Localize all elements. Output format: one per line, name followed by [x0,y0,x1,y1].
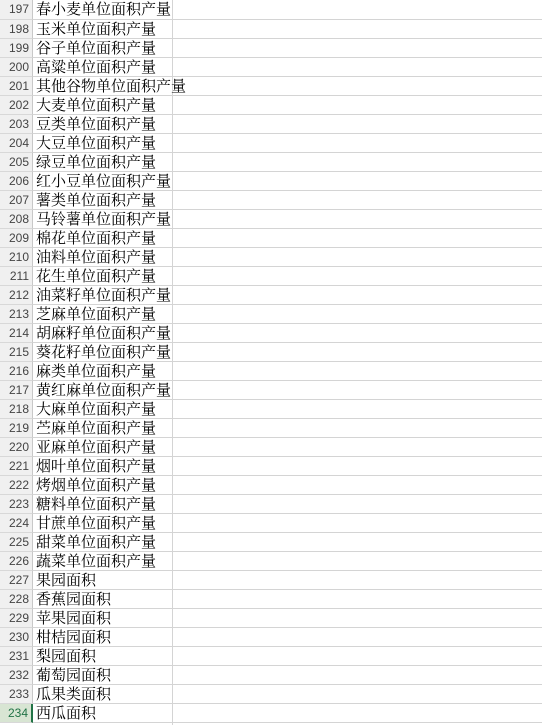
cell-a[interactable]: 油料单位面积产量 [33,248,542,267]
table-row [0,153,542,172]
row-header[interactable]: 209 [0,229,33,248]
cell-a[interactable]: 烟叶单位面积产量 [33,457,542,476]
cell-a[interactable]: 玉米单位面积产量 [33,20,542,39]
cell-a[interactable]: 油菜籽单位面积产量 [33,286,542,305]
row-header[interactable]: 198 [0,20,33,39]
row-header[interactable]: 197 [0,0,33,20]
cell-a[interactable]: 绿豆单位面积产量 [33,153,542,172]
cell-a[interactable]: 西瓜面积 [33,704,542,723]
row-header[interactable]: 211 [0,267,33,286]
table-row [0,362,542,381]
table-row [0,647,542,666]
row-header[interactable]: 227 [0,571,33,590]
cell-a[interactable]: 柑桔园面积 [33,628,542,647]
row-header[interactable]: 200 [0,58,33,77]
row-header[interactable]: 202 [0,96,33,115]
table-row [0,96,542,115]
row-header[interactable]: 231 [0,647,33,666]
row-header[interactable]: 226 [0,552,33,571]
table-row [0,229,542,248]
row-header[interactable]: 203 [0,115,33,134]
cell-a[interactable]: 糖料单位面积产量 [33,495,542,514]
table-row [0,0,542,20]
cell-a[interactable]: 葵花籽单位面积产量 [33,343,542,362]
row-header[interactable]: 217 [0,381,33,400]
table-row [0,552,542,571]
cell-a[interactable]: 其他谷物单位面积产量 [33,77,542,96]
cell-a[interactable]: 花生单位面积产量 [33,267,542,286]
cell-a[interactable]: 香蕉园面积 [33,590,542,609]
cell-a[interactable]: 谷子单位面积产量 [33,39,542,58]
cell-a[interactable]: 黄红麻单位面积产量 [33,381,542,400]
row-header[interactable]: 224 [0,514,33,533]
row-header[interactable]: 232 [0,666,33,685]
cell-a[interactable]: 葡萄园面积 [33,666,542,685]
table-row [0,438,542,457]
table-row [0,115,542,134]
cell-a[interactable]: 苹果园面积 [33,609,542,628]
table-row [0,533,542,552]
table-row [0,704,542,723]
row-header[interactable]: 213 [0,305,33,324]
row-header[interactable]: 220 [0,438,33,457]
row-header[interactable]: 228 [0,590,33,609]
table-row [0,514,542,533]
cell-a[interactable]: 胡麻籽单位面积产量 [33,324,542,343]
table-row [0,210,542,229]
row-header[interactable]: 218 [0,400,33,419]
table-row [0,305,542,324]
cell-a[interactable]: 大麻单位面积产量 [33,400,542,419]
cell-a[interactable]: 麻类单位面积产量 [33,362,542,381]
row-header[interactable]: 222 [0,476,33,495]
cell-a[interactable]: 梨园面积 [33,647,542,666]
table-row [0,476,542,495]
row-header[interactable]: 234 [0,704,33,723]
row-header[interactable]: 223 [0,495,33,514]
cell-a[interactable]: 甘蔗单位面积产量 [33,514,542,533]
table-row [0,248,542,267]
cell-a[interactable]: 亚麻单位面积产量 [33,438,542,457]
row-header[interactable]: 210 [0,248,33,267]
row-header[interactable]: 215 [0,343,33,362]
row-header[interactable]: 212 [0,286,33,305]
table-row [0,267,542,286]
table-row [0,39,542,58]
row-header[interactable]: 229 [0,609,33,628]
row-header[interactable]: 206 [0,172,33,191]
cell-a[interactable]: 苎麻单位面积产量 [33,419,542,438]
cell-a[interactable]: 果园面积 [33,571,542,590]
table-row [0,172,542,191]
table-row [0,381,542,400]
table-row [0,590,542,609]
row-header[interactable]: 225 [0,533,33,552]
row-header[interactable]: 204 [0,134,33,153]
cell-a[interactable]: 棉花单位面积产量 [33,229,542,248]
row-header[interactable]: 207 [0,191,33,210]
cell-a[interactable]: 烤烟单位面积产量 [33,476,542,495]
cell-a[interactable]: 高粱单位面积产量 [33,58,542,77]
table-row [0,77,542,96]
cell-a[interactable]: 甜菜单位面积产量 [33,533,542,552]
cell-a[interactable]: 瓜果类面积 [33,685,542,704]
row-header[interactable]: 230 [0,628,33,647]
cell-a[interactable]: 薯类单位面积产量 [33,191,542,210]
table-row [0,286,542,305]
row-header[interactable]: 216 [0,362,33,381]
table-row [0,58,542,77]
row-header[interactable]: 221 [0,457,33,476]
cell-a[interactable]: 春小麦单位面积产量 [33,0,542,20]
row-header[interactable]: 199 [0,39,33,58]
row-header[interactable]: 214 [0,324,33,343]
table-row [0,609,542,628]
row-header[interactable]: 219 [0,419,33,438]
cell-a[interactable]: 马铃薯单位面积产量 [33,210,542,229]
table-row [0,495,542,514]
cell-a[interactable]: 豆类单位面积产量 [33,115,542,134]
table-row [0,20,542,39]
table-row [0,571,542,590]
table-row [0,685,542,704]
cell-a[interactable]: 红小豆单位面积产量 [33,172,542,191]
row-header[interactable]: 205 [0,153,33,172]
table-row [0,666,542,685]
cell-a[interactable]: 芝麻单位面积产量 [33,305,542,324]
table-row [0,457,542,476]
cell-a[interactable]: 蔬菜单位面积产量 [33,552,542,571]
table-row [0,343,542,362]
row-header[interactable]: 208 [0,210,33,229]
cell-a[interactable]: 大豆单位面积产量 [33,134,542,153]
table-row [0,628,542,647]
row-header[interactable]: 233 [0,685,33,704]
table-row [0,134,542,153]
table-row [0,419,542,438]
cell-a[interactable]: 大麦单位面积产量 [33,96,542,115]
table-row [0,191,542,210]
table-row [0,400,542,419]
table-row [0,324,542,343]
row-header[interactable]: 201 [0,77,33,96]
